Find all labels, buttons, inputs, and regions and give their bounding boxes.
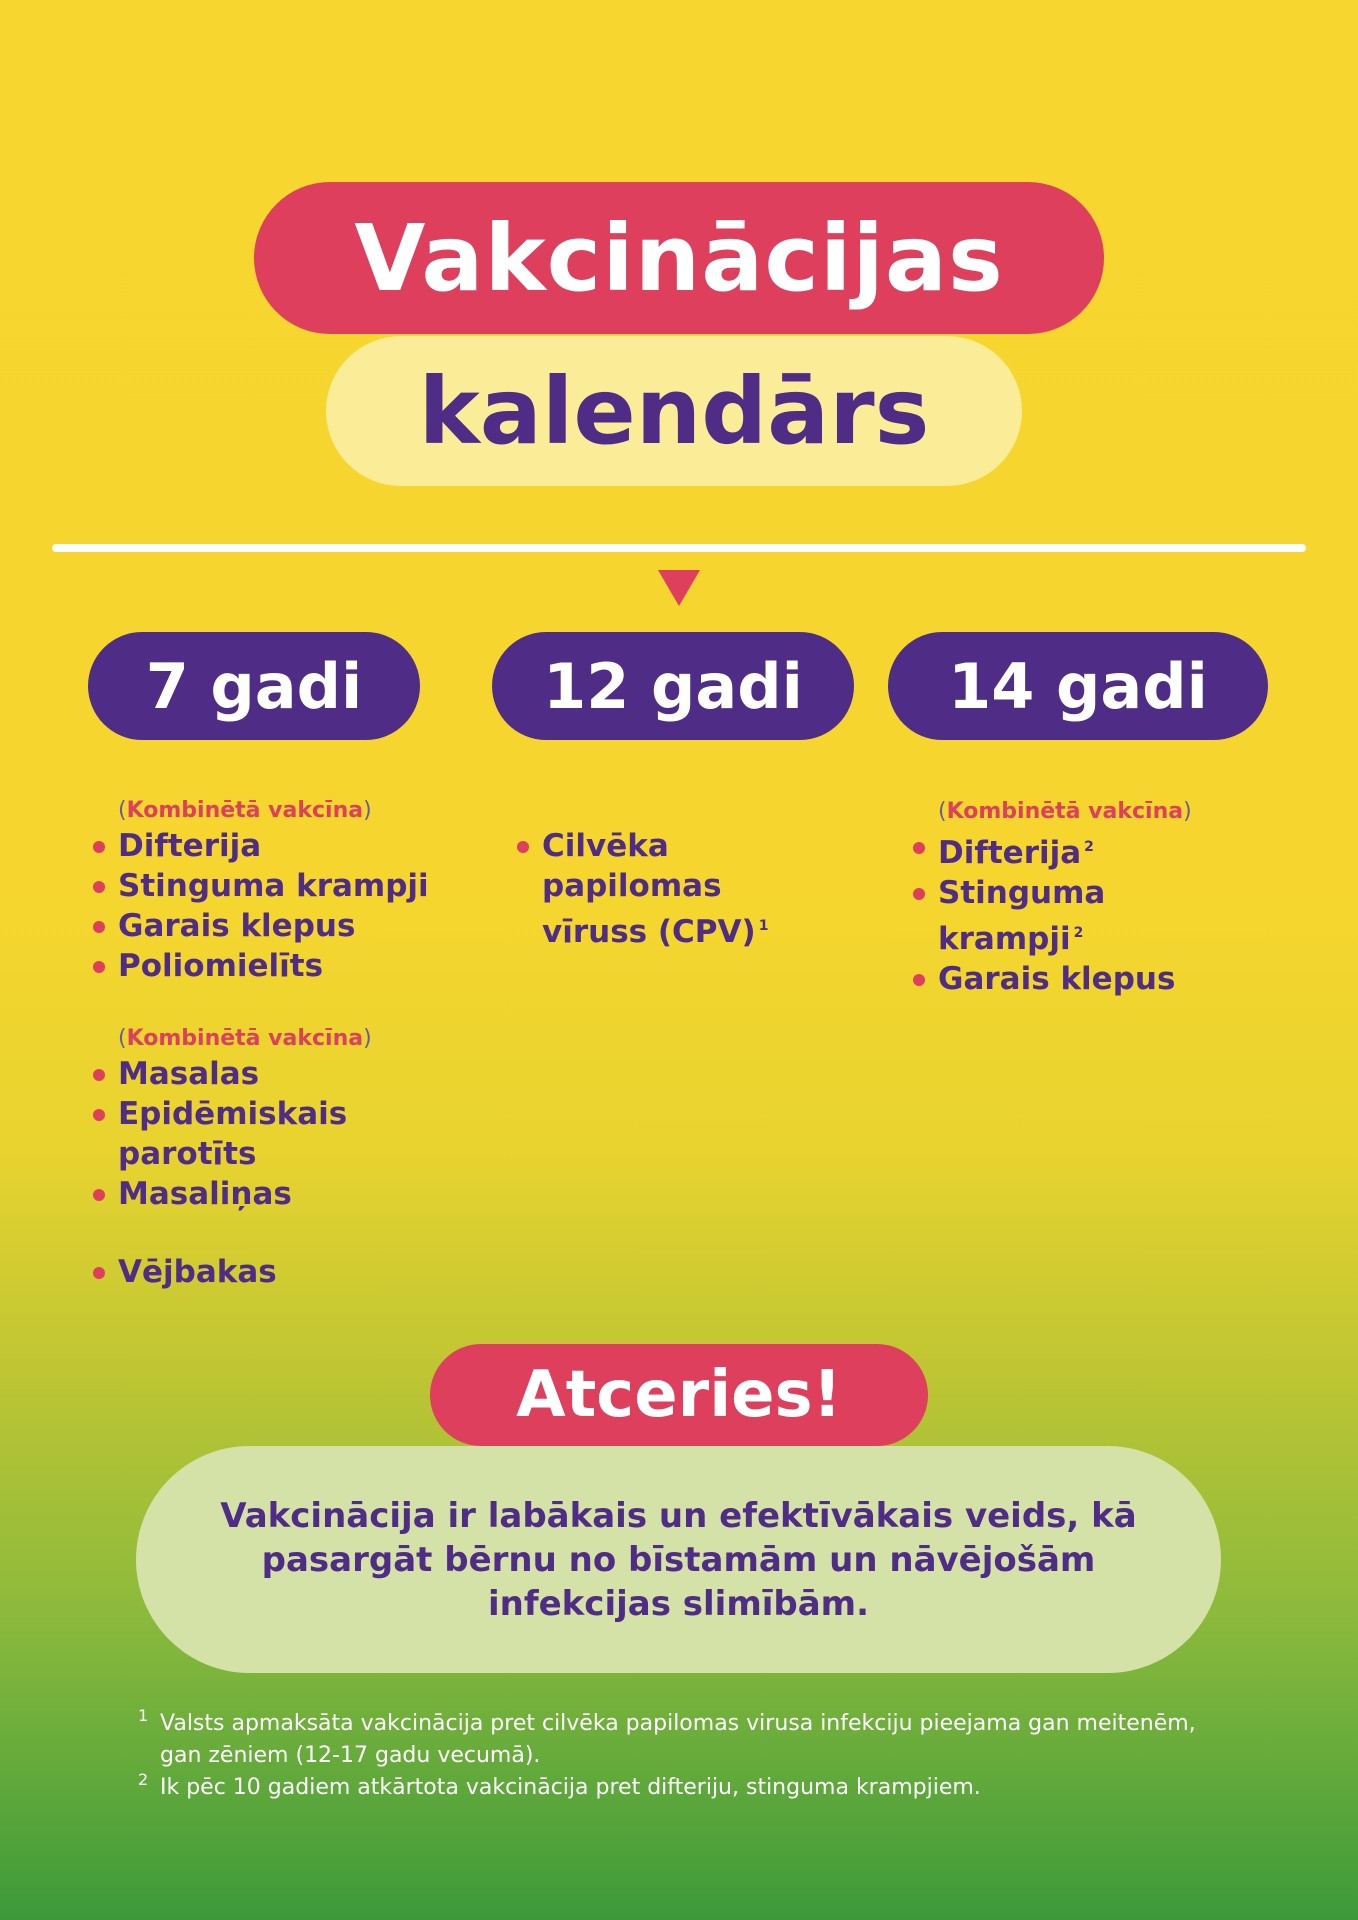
remember-message: Vakcinācija ir labākais un efektīvākais veids, kā pasargāt bērnu no bīstamām un nāvējošām infekcijas slimībām.	[136, 1446, 1221, 1673]
list-item: Masalas	[90, 1054, 490, 1094]
list-item: Stinguma krampji	[90, 866, 490, 906]
list-item: Masaliņas	[90, 1174, 490, 1214]
age-badge-7: 7 gadi	[88, 632, 420, 740]
footnote-ref: 1	[758, 918, 769, 934]
combo-label: (Kombinētā vakcīna)	[118, 798, 372, 823]
vaccine-list	[90, 1252, 490, 1292]
footnote-ref: 2	[1084, 839, 1094, 855]
footnote-number: 1	[138, 1706, 149, 1725]
title-line-1: Vakcinācijas	[254, 182, 1104, 334]
remember-badge: Atceries!	[430, 1344, 928, 1446]
age-badge-14: 14 gadi	[888, 632, 1268, 740]
column-14-gadi	[910, 797, 1240, 999]
vaccine-list	[514, 826, 774, 952]
divider	[52, 544, 1306, 552]
combo-label: (Kombinētā vakcīna)	[938, 799, 1192, 824]
footnotes	[138, 1708, 1218, 1804]
vaccine-list	[910, 827, 1240, 999]
footnote-number: 2	[138, 1770, 149, 1789]
list-item: Difterija $^2$	[910, 827, 1240, 873]
list-item: Vējbakas	[90, 1252, 490, 1292]
column-7-gadi	[90, 796, 490, 1292]
vaccine-list	[90, 1054, 490, 1214]
footnote-ref: 2	[1073, 925, 1084, 941]
list-item: Epidēmiskais parotīts	[90, 1094, 378, 1174]
footnote	[138, 1708, 1218, 1772]
list-item: Cilvēka papilomas vīruss (CPV) $^1$	[514, 826, 774, 952]
combo-label: (Kombinētā vakcīna)	[118, 1026, 372, 1051]
footnote-text: Ik pēc 10 gadiem atkārtota vakcinācija pret difteriju, stinguma krampjiem.	[160, 1775, 981, 1800]
age-badge-12: 12 gadi	[492, 632, 854, 740]
footnote	[138, 1772, 1218, 1804]
footnote-text: Valsts apmaksāta vakcinācija pret cilvēka papilomas virusa infekciju pieejama gan meitenēm, gan zēniem (12-17 gadu vecumā).	[160, 1711, 1196, 1768]
list-item: Garais klepus	[910, 959, 1240, 999]
list-item: Difterija	[90, 826, 490, 866]
list-item: Garais klepus	[90, 906, 490, 946]
list-item: Poliomielīts	[90, 946, 490, 986]
column-12-gadi	[514, 826, 774, 952]
arrow-down-icon	[658, 570, 700, 606]
title-line-2: kalendārs	[326, 336, 1022, 486]
list-item: Stinguma krampji $^2$	[910, 873, 1128, 959]
vaccine-list	[90, 826, 490, 986]
